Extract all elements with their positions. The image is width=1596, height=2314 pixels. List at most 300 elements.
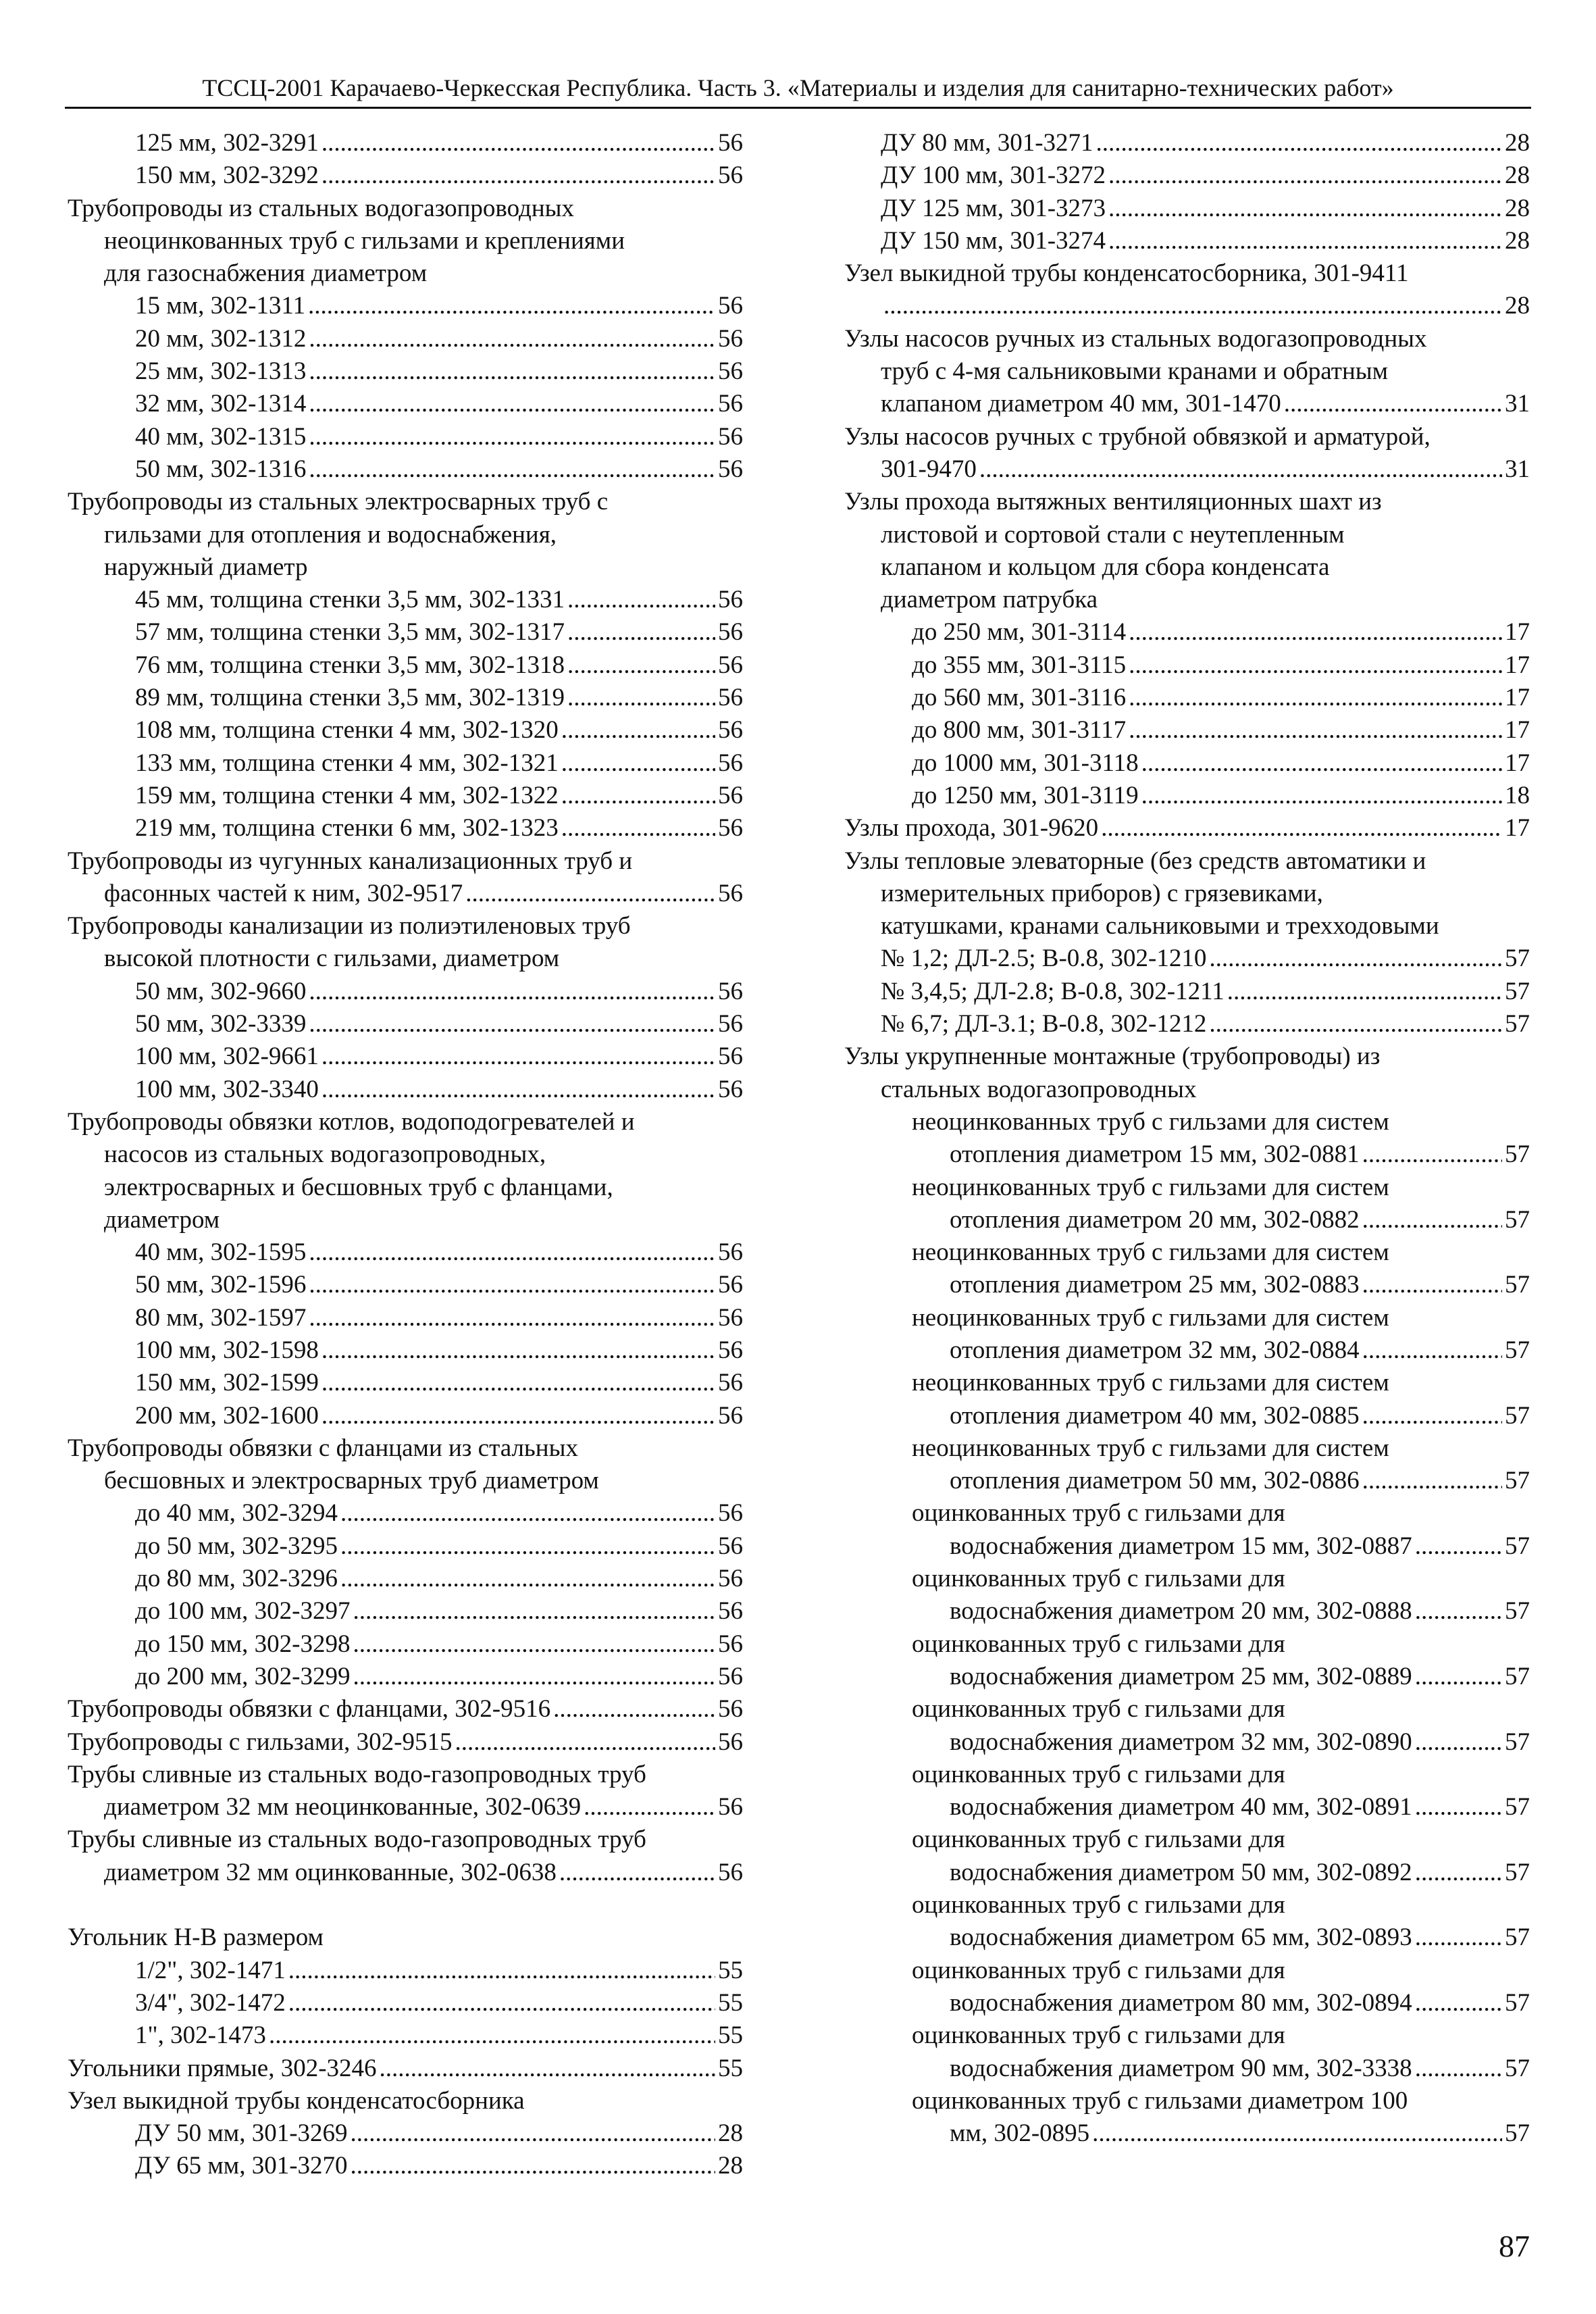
dot-leader	[1108, 193, 1502, 225]
index-heading: Трубопроводы канализации из полиэтиленовых труб	[68, 912, 631, 940]
entry-page-number: 28	[1505, 161, 1530, 190]
entry-page-number: 56	[718, 1630, 743, 1658]
dot-leader	[883, 290, 1502, 322]
entry-page-number: 57	[1505, 1728, 1530, 1756]
entry-label: 100 мм, 302-3340	[135, 1075, 319, 1103]
entry-label: ДУ 125 мм, 301-3273	[881, 194, 1106, 222]
dot-leader	[1415, 1921, 1502, 1954]
index-entry	[68, 1367, 743, 1399]
index-entry	[68, 2053, 743, 2085]
entry-label: 25 мм, 302-1313	[135, 357, 307, 386]
dot-leader	[1092, 2117, 1502, 2150]
entry-page-number: 57	[1505, 945, 1530, 973]
index-entry	[844, 1661, 1530, 1693]
dot-leader	[1101, 812, 1502, 845]
dot-leader	[567, 682, 715, 714]
entry-label: водоснабжения диаметром 50 мм, 302-0892	[950, 1858, 1412, 1886]
index-entry	[844, 976, 1530, 1008]
index-heading: наружный диаметр	[104, 553, 308, 581]
entry-label: фасонных частей к ним, 302-9517	[104, 879, 463, 907]
index-entry	[68, 290, 743, 322]
index-heading: Трубопроводы из стальных электросварных труб с	[68, 488, 609, 516]
entry-label: водоснабжения диаметром 25 мм, 302-0889	[950, 1662, 1412, 1690]
index-heading: неоцинкованных труб с гильзами для систем	[912, 1434, 1389, 1462]
dot-leader	[1141, 780, 1502, 812]
entry-page-number: 57	[1505, 1793, 1530, 1821]
dot-leader	[321, 1074, 715, 1106]
dot-leader	[309, 421, 715, 453]
entry-label: водоснабжения диаметром 90 мм, 302-3338	[950, 2054, 1412, 2082]
dot-leader	[340, 1497, 715, 1530]
index-entry	[844, 616, 1530, 649]
entry-label: отопления диаметром 15 мм, 302-0881	[950, 1140, 1360, 1169]
entry-page-number: 56	[718, 324, 743, 353]
index-entry	[68, 616, 743, 649]
entry-label: № 3,4,5; ДЛ-2.8; В-0.8, 302-1211	[881, 977, 1225, 1005]
dot-leader	[1362, 1269, 1502, 1301]
dot-leader	[1415, 1726, 1502, 1759]
entry-page-number: 56	[718, 1793, 743, 1821]
entry-label: 32 мм, 302-1314	[135, 390, 307, 418]
entry-page-number: 56	[718, 161, 743, 190]
dot-leader	[1362, 1204, 1502, 1236]
entry-label: диаметром 32 мм оцинкованные, 302-0638	[104, 1858, 557, 1886]
dot-leader	[465, 878, 715, 910]
dot-leader	[353, 1661, 715, 1693]
entry-label: 57 мм, толщина стенки 3,5 мм, 302-1317	[135, 618, 565, 647]
entry-label: 150 мм, 302-1599	[135, 1369, 319, 1397]
entry-label: Трубопроводы обвязки с фланцами, 302-9516	[68, 1695, 551, 1724]
entry-page-number: 56	[718, 357, 743, 386]
dot-leader	[340, 1530, 715, 1563]
dot-leader	[1415, 2053, 1502, 2085]
dot-leader	[309, 1302, 715, 1334]
index-entry	[844, 225, 1530, 257]
entry-label: диаметром 32 мм неоцинкованные, 302-0639	[104, 1793, 582, 1821]
entry-page-number: 56	[718, 1565, 743, 1593]
entry-label: мм, 302-0895	[950, 2119, 1090, 2148]
index-heading: высокой плотности с гильзами, диаметром	[104, 945, 560, 973]
index-entry	[844, 1138, 1530, 1171]
dot-leader	[1415, 1791, 1502, 1823]
dot-leader	[1284, 388, 1502, 420]
dot-leader	[1096, 127, 1502, 159]
index-entry	[68, 323, 743, 355]
index-heading: Узлы насосов ручных с трубной обвязкой и арматурой,	[844, 422, 1431, 451]
entry-label: водоснабжения диаметром 65 мм, 302-0893	[950, 1923, 1412, 1952]
entry-page-number: 56	[718, 1597, 743, 1626]
dot-leader	[309, 388, 715, 420]
index-heading: Трубопроводы из чугунных канализационных труб и	[68, 847, 633, 875]
entry-page-number: 17	[1505, 814, 1530, 842]
entry-label: Трубопроводы с гильзами, 302-9515	[68, 1728, 453, 1756]
dot-leader	[309, 323, 715, 355]
index-entry	[68, 1791, 743, 1823]
dot-leader	[309, 1236, 715, 1269]
index-entry	[68, 812, 743, 845]
entry-page-number: 57	[1505, 1010, 1530, 1038]
index-entry	[844, 1400, 1530, 1432]
dot-leader	[321, 1040, 715, 1073]
index-entry	[844, 1204, 1530, 1236]
entry-label: до 40 мм, 302-3294	[135, 1499, 338, 1528]
dot-leader	[561, 747, 715, 780]
entry-page-number: 57	[1505, 1858, 1530, 1886]
entry-page-number: 56	[718, 879, 743, 907]
spacer	[68, 1889, 743, 1921]
entry-page-number: 17	[1505, 749, 1530, 777]
dot-leader	[353, 1595, 715, 1628]
index-entry	[68, 1236, 743, 1269]
index-heading: Угольник Н-В размером	[68, 1923, 324, 1952]
index-entry	[68, 1334, 743, 1367]
entry-label: 150 мм, 302-3292	[135, 161, 319, 190]
index-heading: Узлы тепловые элеваторные (без средств автоматики и	[844, 847, 1426, 875]
entry-page-number: 57	[1505, 1532, 1530, 1560]
index-entry	[844, 159, 1530, 192]
entry-page-number: 31	[1505, 455, 1530, 483]
entry-page-number: 56	[718, 651, 743, 679]
index-heading: оцинкованных труб с гильзами для	[912, 1760, 1285, 1788]
index-heading: катушками, кранами сальниковыми и трехходовыми	[881, 912, 1439, 940]
entry-page-number: 56	[718, 1336, 743, 1364]
entry-label: до 100 мм, 302-3297	[135, 1597, 351, 1626]
index-heading: стальных водогазопроводных	[881, 1075, 1197, 1103]
entry-page-number: 28	[718, 2152, 743, 2180]
index-entry	[844, 1334, 1530, 1367]
entry-label: 80 мм, 302-1597	[135, 1303, 307, 1332]
entry-label: 100 мм, 302-1598	[135, 1336, 319, 1364]
index-entry	[844, 1465, 1530, 1497]
index-entry	[68, 714, 743, 747]
entry-label: клапаном диаметром 40 мм, 301-1470	[881, 390, 1281, 418]
entry-page-number: 56	[718, 422, 743, 451]
dot-leader	[1141, 747, 1502, 780]
index-entry	[844, 747, 1530, 780]
entry-label: № 6,7; ДЛ-3.1; В-0.8, 302-1212	[881, 1010, 1207, 1038]
entry-label: Угольники прямые, 302-3246	[68, 2054, 377, 2082]
index-entry	[844, 193, 1530, 225]
index-entry	[68, 388, 743, 420]
index-entry	[844, 682, 1530, 714]
index-column-right	[844, 127, 1530, 2150]
entry-label: до 1250 мм, 301-3119	[912, 781, 1139, 809]
index-entry	[68, 1693, 743, 1726]
entry-label: отопления диаметром 50 мм, 302-0886	[950, 1467, 1360, 1495]
entry-page-number: 56	[718, 455, 743, 483]
index-entry	[68, 1530, 743, 1563]
index-entry	[68, 1987, 743, 2019]
index-entry	[68, 355, 743, 388]
index-entry	[68, 421, 743, 453]
dot-leader	[1415, 1987, 1502, 2019]
entry-page-number: 56	[718, 684, 743, 712]
index-heading: неоцинкованных труб с гильзами для систем	[912, 1173, 1389, 1201]
dot-leader	[559, 1857, 715, 1889]
dot-leader	[1415, 1595, 1502, 1628]
entry-page-number: 56	[718, 1075, 743, 1103]
dot-leader	[309, 1269, 715, 1301]
dot-leader	[567, 584, 715, 616]
entry-page-number: 56	[718, 1401, 743, 1430]
index-heading: оцинкованных труб с гильзами диаметром 100	[912, 2086, 1408, 2115]
dot-leader	[1415, 1857, 1502, 1889]
entry-page-number: 56	[718, 1499, 743, 1528]
dot-leader	[1415, 1661, 1502, 1693]
dot-leader	[309, 355, 715, 388]
dot-leader	[321, 1400, 715, 1432]
entry-page-number: 28	[1505, 194, 1530, 222]
entry-label: 45 мм, толщина стенки 3,5 мм, 302-1331	[135, 586, 565, 614]
entry-page-number: 57	[1505, 1205, 1530, 1234]
index-heading: электросварных и бесшовных труб с фланцами,	[104, 1173, 613, 1201]
entry-page-number: 56	[718, 390, 743, 418]
entry-page-number: 56	[718, 1238, 743, 1267]
index-entry	[844, 1791, 1530, 1823]
index-entry	[68, 2019, 743, 2052]
entry-page-number: 57	[1505, 977, 1530, 1005]
index-heading: гильзами для отопления и водоснабжения,	[104, 520, 557, 549]
index-entry	[68, 1008, 743, 1040]
dot-leader	[380, 2053, 715, 2085]
entry-label: ДУ 80 мм, 301-3271	[881, 129, 1093, 157]
index-heading: Трубы сливные из стальных водо-газопроводных труб	[68, 1760, 646, 1788]
entry-page-number: 55	[718, 1988, 743, 2017]
index-entry	[844, 453, 1530, 486]
index-heading: Трубопроводы обвязки котлов, водоподогревателей и	[68, 1107, 635, 1136]
index-entry	[68, 159, 743, 192]
dot-leader	[1209, 1008, 1502, 1040]
index-heading: неоцинкованных труб с гильзами и креплениями	[104, 226, 625, 255]
entry-label: до 150 мм, 302-3298	[135, 1630, 351, 1658]
entry-page-number: 56	[718, 716, 743, 745]
index-entry	[844, 388, 1530, 420]
dot-leader	[561, 812, 715, 845]
index-entry	[844, 1987, 1530, 2019]
entry-label: 40 мм, 302-1315	[135, 422, 307, 451]
dot-leader	[321, 1367, 715, 1399]
entry-page-number: 56	[718, 1728, 743, 1756]
index-entry	[68, 976, 743, 1008]
dot-leader	[1362, 1400, 1502, 1432]
entry-label: до 200 мм, 302-3299	[135, 1662, 351, 1690]
entry-page-number: 57	[1505, 1662, 1530, 1690]
index-heading: оцинкованных труб с гильзами для	[912, 1499, 1285, 1528]
index-heading: оцинкованных труб с гильзами для	[912, 1956, 1285, 1984]
dot-leader	[1129, 682, 1502, 714]
entry-label: до 355 мм, 301-3115	[912, 651, 1127, 679]
entry-label: 1", 302-1473	[135, 2021, 266, 2050]
index-heading: Узлы насосов ручных из стальных водогазопроводных	[844, 324, 1427, 353]
index-heading: неоцинкованных труб с гильзами для систем	[912, 1238, 1389, 1267]
index-heading: диаметром	[104, 1205, 220, 1234]
entry-label: 20 мм, 302-1312	[135, 324, 307, 353]
entry-page-number: 56	[718, 814, 743, 842]
entry-page-number: 56	[718, 1858, 743, 1886]
entry-label: ДУ 150 мм, 301-3274	[881, 226, 1106, 255]
index-entry	[68, 1726, 743, 1759]
entry-label: 219 мм, толщина стенки 6 мм, 302-1323	[135, 814, 559, 842]
index-entry	[68, 1661, 743, 1693]
dot-leader	[353, 1628, 715, 1661]
entry-page-number: 57	[1505, 1467, 1530, 1495]
entry-label: 108 мм, толщина стенки 4 мм, 302-1320	[135, 716, 559, 745]
index-heading: оцинкованных труб с гильзами для	[912, 1630, 1285, 1658]
entry-label: до 250 мм, 301-3114	[912, 618, 1127, 647]
entry-page-number: 55	[718, 2054, 743, 2082]
index-entry	[68, 1497, 743, 1530]
index-heading: неоцинкованных труб с гильзами для систем	[912, 1107, 1389, 1136]
entry-page-number: 56	[718, 1042, 743, 1071]
dot-leader	[288, 1987, 715, 2019]
entry-label: ДУ 50 мм, 301-3269	[135, 2119, 348, 2148]
entry-page-number: 55	[718, 2021, 743, 2050]
index-entry	[844, 1726, 1530, 1759]
index-entry	[68, 453, 743, 486]
entry-page-number: 28	[1505, 129, 1530, 157]
index-entry	[68, 1628, 743, 1661]
index-entry	[68, 649, 743, 682]
index-heading: Трубы сливные из стальных водо-газопроводных труб	[68, 1826, 646, 1854]
entry-label: 15 мм, 302-1311	[135, 292, 306, 320]
entry-label: отопления диаметром 32 мм, 302-0884	[950, 1336, 1360, 1364]
index-heading: клапаном и кольцом для сбора конденсата	[881, 553, 1330, 581]
entry-label: 1/2", 302-1471	[135, 1956, 286, 1984]
dot-leader	[561, 780, 715, 812]
index-heading: Трубопроводы обвязки с фланцами из стальных	[68, 1434, 578, 1462]
dot-leader	[321, 127, 715, 159]
entry-page-number: 57	[1505, 1271, 1530, 1299]
index-entry	[68, 878, 743, 910]
entry-label: 50 мм, 302-9660	[135, 977, 307, 1005]
entry-label: 50 мм, 302-3339	[135, 1010, 307, 1038]
entry-label: 133 мм, толщина стенки 4 мм, 302-1321	[135, 749, 559, 777]
entry-label: 301-9470	[881, 455, 977, 483]
entry-page-number: 18	[1505, 781, 1530, 809]
index-entry	[844, 812, 1530, 845]
dot-leader	[1129, 714, 1502, 747]
dot-leader	[561, 714, 715, 747]
index-heading: диаметром патрубка	[881, 586, 1098, 614]
dot-leader	[351, 2117, 715, 2150]
index-heading: неоцинкованных труб с гильзами для систем	[912, 1369, 1389, 1397]
entry-page-number: 56	[718, 618, 743, 647]
dot-leader	[1362, 1465, 1502, 1497]
index-entry	[68, 1074, 743, 1106]
index-entry	[68, 2150, 743, 2182]
entry-page-number: 17	[1505, 618, 1530, 647]
index-entry	[844, 290, 1530, 322]
entry-page-number: 56	[718, 1010, 743, 1038]
entry-label: № 1,2; ДЛ-2.5; В-0.8, 302-1210	[881, 945, 1207, 973]
index-entry	[68, 2117, 743, 2150]
index-entry	[844, 714, 1530, 747]
entry-page-number: 56	[718, 781, 743, 809]
entry-label: отопления диаметром 40 мм, 302-0885	[950, 1401, 1360, 1430]
index-entry	[68, 1955, 743, 1987]
dot-leader	[1209, 942, 1502, 975]
entry-page-number: 56	[718, 1271, 743, 1299]
entry-label: водоснабжения диаметром 80 мм, 302-0894	[950, 1988, 1412, 2017]
entry-page-number: 56	[718, 292, 743, 320]
index-entry	[844, 1530, 1530, 1563]
index-entry	[68, 682, 743, 714]
index-heading: Узлы укрупненные монтажные (трубопроводы) из	[844, 1042, 1381, 1071]
entry-label: отопления диаметром 20 мм, 302-0882	[950, 1205, 1360, 1234]
entry-page-number: 28	[718, 2119, 743, 2148]
dot-leader	[553, 1693, 715, 1726]
entry-label: отопления диаметром 25 мм, 302-0883	[950, 1271, 1360, 1299]
entry-page-number: 57	[1505, 1988, 1530, 2017]
entry-page-number: 57	[1505, 2054, 1530, 2082]
entry-page-number: 56	[718, 749, 743, 777]
entry-label: Узлы прохода, 301-9620	[844, 814, 1099, 842]
dot-leader	[1108, 159, 1502, 192]
dot-leader	[269, 2019, 715, 2052]
entry-page-number: 57	[1505, 1923, 1530, 1952]
index-entry	[844, 1269, 1530, 1301]
index-heading: измерительных приборов) с грязевиками,	[881, 879, 1323, 907]
dot-leader	[1129, 616, 1502, 649]
entry-label: 100 мм, 302-9661	[135, 1042, 319, 1071]
dot-leader	[979, 453, 1502, 486]
dot-leader	[308, 290, 715, 322]
entry-label: 200 мм, 302-1600	[135, 1401, 319, 1430]
index-heading: Узлы прохода вытяжных вентиляционных шахт из	[844, 488, 1382, 516]
dot-leader	[340, 1563, 715, 1595]
entry-page-number: 56	[718, 977, 743, 1005]
index-heading: листовой и сортовой стали с неутепленным	[881, 520, 1345, 549]
dot-leader	[309, 1008, 715, 1040]
entry-label: до 80 мм, 302-3296	[135, 1565, 338, 1593]
dot-leader	[351, 2150, 715, 2182]
index-heading: Трубопроводы из стальных водогазопроводных	[68, 194, 575, 222]
entry-label: водоснабжения диаметром 15 мм, 302-0887	[950, 1532, 1412, 1560]
index-heading: оцинкованных труб с гильзами для	[912, 1891, 1285, 1919]
dot-leader	[567, 616, 715, 649]
entry-label: до 560 мм, 301-3116	[912, 684, 1127, 712]
index-heading: труб с 4-мя сальниковыми кранами и обратным	[881, 357, 1389, 386]
entry-label: до 50 мм, 302-3295	[135, 1532, 338, 1560]
entry-label: 125 мм, 302-3291	[135, 129, 319, 157]
dot-leader	[455, 1726, 716, 1759]
index-entry	[68, 1040, 743, 1073]
dot-leader	[1362, 1334, 1502, 1367]
entry-label: до 800 мм, 301-3117	[912, 716, 1127, 745]
index-entry	[68, 584, 743, 616]
dot-leader	[1108, 225, 1502, 257]
entry-page-number: 56	[718, 1369, 743, 1397]
entry-page-number: 17	[1505, 716, 1530, 745]
index-entry	[844, 127, 1530, 159]
index-entry	[844, 1595, 1530, 1628]
index-heading: оцинкованных труб с гильзами для	[912, 2021, 1285, 2050]
index-entry	[68, 1595, 743, 1628]
entry-page-number: 56	[718, 1303, 743, 1332]
entry-label: 76 мм, толщина стенки 3,5 мм, 302-1318	[135, 651, 565, 679]
index-heading: неоцинкованных труб с гильзами для систем	[912, 1303, 1389, 1332]
entry-page-number: 56	[718, 1695, 743, 1724]
dot-leader	[321, 1334, 715, 1367]
index-entry	[68, 1857, 743, 1889]
entry-label: водоснабжения диаметром 20 мм, 302-0888	[950, 1597, 1412, 1626]
index-heading: бесшовных и электросварных труб диаметром	[104, 1467, 599, 1495]
entry-label: 159 мм, толщина стенки 4 мм, 302-1322	[135, 781, 559, 809]
index-entry	[844, 2053, 1530, 2085]
dot-leader	[309, 976, 715, 1008]
index-heading: для газоснабжения диаметром	[104, 259, 428, 288]
index-entry	[68, 747, 743, 780]
